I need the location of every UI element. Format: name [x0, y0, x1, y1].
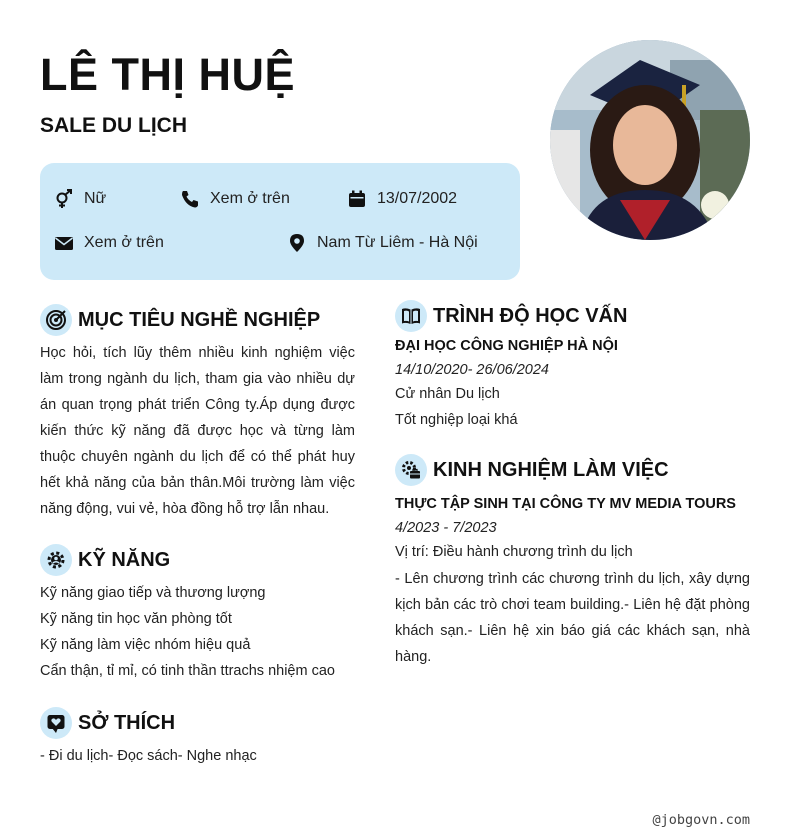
skill-item: Kỹ năng tin học văn phòng tốt — [40, 611, 232, 627]
education-title: TRÌNH ĐỘ HỌC VẤN — [433, 304, 628, 327]
heart-icon — [40, 707, 72, 739]
objective-text: Học hỏi, tích lũy thêm nhiều kinh nghiệm việc làm trong ngành du lịch, tham gia vào nhiều dự án quan trọng phát triển Công ty.Áp dụng được kiến thức kỹ năng đã được học và từng làm thuộc chuyên ngành du lịch để có thể phát huy hết khả năng của bản thân.Môi trường làm việc năng động, vui vẻ, hòa đồng hỗ trợ lẫn nhau. — [40, 345, 355, 517]
birthdate-field — [347, 189, 457, 209]
hobbies-section-header — [40, 707, 175, 739]
phone-field — [180, 189, 290, 209]
skills-section-header — [40, 544, 170, 576]
experience-position: Vị trí: Điều hành chương trình du lịch — [395, 544, 633, 560]
education-period: 14/10/2020- 26/06/2024 — [395, 362, 549, 378]
phone-icon — [180, 189, 200, 209]
skill-item: Cẩn thận, tỉ mỉ, có tinh thần ttrachs nhiệm cao — [40, 663, 335, 679]
hobbies-title: SỞ THÍCH — [78, 711, 176, 734]
education-school: ĐẠI HỌC CÔNG NGHIỆP HÀ NỘI — [395, 338, 618, 354]
envelope-icon — [54, 233, 74, 253]
target-icon — [40, 304, 72, 336]
education-grade: Tốt nghiệp loại khá — [395, 412, 518, 428]
birthdate-value: 13/07/2002 — [377, 190, 458, 207]
gender-value: Nữ — [84, 190, 107, 207]
calendar-icon — [347, 189, 367, 209]
job-title: SALE DU LỊCH — [40, 114, 187, 137]
skills-title: KỸ NĂNG — [78, 548, 171, 571]
experience-description: - Lên chương trình các chương trình du lịch, xây dựng kịch bản các trò chơi team building.- Liên hệ đặt phòng khách sạn.- Liên hệ xin báo giá các khách sạn, nhà hàng. — [395, 571, 750, 665]
email-value: Xem ở trên — [84, 234, 164, 251]
experience-period: 4/2023 - 7/2023 — [395, 520, 497, 536]
objective-title: MỤC TIÊU NGHỀ NGHIỆP — [78, 308, 321, 331]
education-section-header — [395, 300, 627, 332]
candidate-name: LÊ THỊ HUỆ — [40, 49, 296, 100]
experience-title: KINH NGHIỆM LÀM VIỆC — [433, 458, 669, 481]
skill-item: Kỹ năng giao tiếp và thương lượng — [40, 585, 266, 601]
address-field — [287, 233, 478, 253]
experience-section-header — [395, 454, 669, 486]
briefcase-gear-icon — [395, 454, 427, 486]
personal-info-box — [40, 163, 520, 280]
phone-value: Xem ở trên — [210, 190, 290, 207]
gender-icon — [54, 189, 74, 209]
gender-field — [54, 189, 106, 209]
address-value: Nam Từ Liêm - Hà Nội — [317, 234, 478, 251]
gear-icon — [40, 544, 72, 576]
watermark: @jobgovn.com — [652, 812, 750, 828]
objective-section-header — [40, 304, 320, 336]
avatar — [550, 40, 750, 240]
email-field — [54, 233, 164, 253]
hobbies-text: - Đi du lịch- Đọc sách- Nghe nhạc — [40, 748, 257, 764]
experience-company: THỰC TẬP SINH TẠI CÔNG TY MV MEDIA TOURS — [395, 496, 736, 512]
education-degree: Cử nhân Du lịch — [395, 386, 500, 402]
skill-item: Kỹ năng làm việc nhóm hiệu quả — [40, 637, 251, 653]
book-icon — [395, 300, 427, 332]
map-pin-icon — [287, 233, 307, 253]
